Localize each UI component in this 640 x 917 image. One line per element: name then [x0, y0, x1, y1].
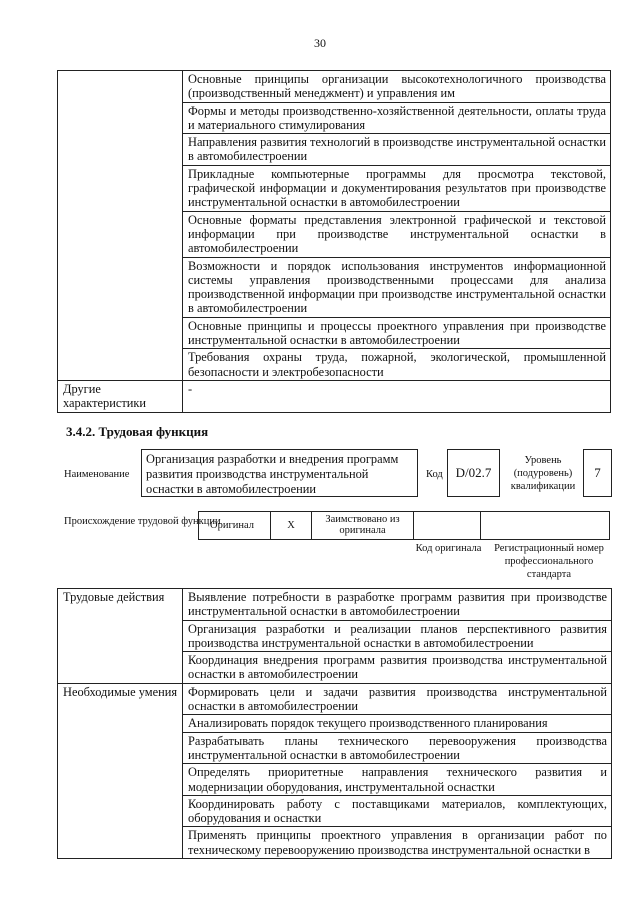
knowledge-item: Прикладные компьютерные программы для просмотра текстовой, графической информации и документирования результатов при производстве инструментальной оснастки в автомобилестроении	[183, 165, 611, 211]
code-original-label: Код оригинала	[415, 543, 482, 554]
skills-label: Необходимые умения	[58, 683, 183, 858]
skill-item: Анализировать порядок текущего производственного планирования	[183, 715, 612, 732]
other-characteristics-label: Другие характеристики	[58, 380, 183, 412]
function-name-box: Организация разработки и внедрения программ развития производства инструментальной оснастки в автомобилестроении	[141, 449, 418, 497]
section-title: 3.4.2. Трудовая функция	[66, 424, 209, 439]
name-label: Наименование	[64, 469, 130, 480]
table-row	[58, 589, 612, 621]
knowledge-item: Требования охраны труда, пожарной, экологической, промышленной безопасности и электробезопасности	[183, 349, 611, 381]
code-label: Код	[426, 469, 443, 480]
knowledge-item: Возможности и порядок использования инструментов информационной системы управления производственными процессами для анализа производственной информации при производстве инструментальной оснастки в автомобилестроении	[183, 257, 611, 317]
skill-item: Определять приоритетные направления технического развития и модернизации оборудования, инструментальной оснастки	[183, 764, 612, 796]
table-row	[58, 380, 611, 412]
actions-label: Трудовые действия	[58, 589, 183, 684]
labor-table	[57, 588, 612, 859]
skill-item: Применять принципы проектного управления в организации работ по техническому перевооружению производства инструментальной оснастки в	[183, 827, 612, 859]
original-mark-cell: X	[270, 511, 311, 540]
original-label-cell: Оригинал	[198, 511, 270, 540]
reg-number-cell	[480, 511, 610, 540]
knowledge-item: Формы и методы производственно-хозяйственной деятельности, оплаты труда и материального стимулирования	[183, 102, 611, 134]
reg-number-label: Регистрационный номер профессионального стандарта	[494, 543, 604, 580]
knowledge-table	[57, 70, 611, 413]
origin-label: Происхождение трудовой функции	[64, 516, 221, 527]
knowledge-item: Основные принципы и процессы проектного управления при производстве инструментальной оснастки в автомобилестроении	[183, 317, 611, 349]
borrowed-label-cell: Заимствовано из оригинала	[311, 511, 413, 540]
action-item: Выявление потребности в разработке программ развития при производстве инструментальной оснастки в автомобилестроении	[183, 589, 612, 621]
level-value-box: 7	[583, 449, 612, 497]
function-code-box: D/02.7	[447, 449, 500, 497]
action-item: Координация внедрения программ развития производства инструментальной оснастки в автомобилестроении	[183, 652, 612, 684]
knowledge-item: Основные форматы представления электронной графической и текстовой информации при производстве инструментальной оснастки в автомобилестроении	[183, 211, 611, 257]
skill-item: Разрабатывать планы технического перевооружения производства инструментальной оснастки в автомобилестроении	[183, 732, 612, 764]
code-original-cell	[413, 511, 480, 540]
level-label: Уровень (подуровень) квалификации	[510, 455, 576, 492]
table-row	[58, 683, 612, 715]
page-number: 30	[314, 36, 326, 50]
skill-item: Формировать цели и задачи развития производства инструментальной оснастки в автомобилестроении	[183, 683, 612, 715]
knowledge-item: Направления развития технологий в производстве инструментальной оснастки в автомобилестроении	[183, 134, 611, 166]
knowledge-item: Основные принципы организации высокотехнологичного производства (производственный менеджмент) и управления им	[183, 71, 611, 103]
other-characteristics-value: -	[183, 380, 611, 412]
action-item: Организация разработки и реализации планов перспективного развития производства инструментальной оснастки в автомобилестроении	[183, 620, 612, 652]
table-row	[58, 71, 611, 103]
origin-row	[198, 511, 610, 540]
skill-item: Координировать работу с поставщиками материалов, комплектующих, оборудования и оснастки	[183, 795, 612, 827]
knowledge-label-cell	[58, 71, 183, 381]
